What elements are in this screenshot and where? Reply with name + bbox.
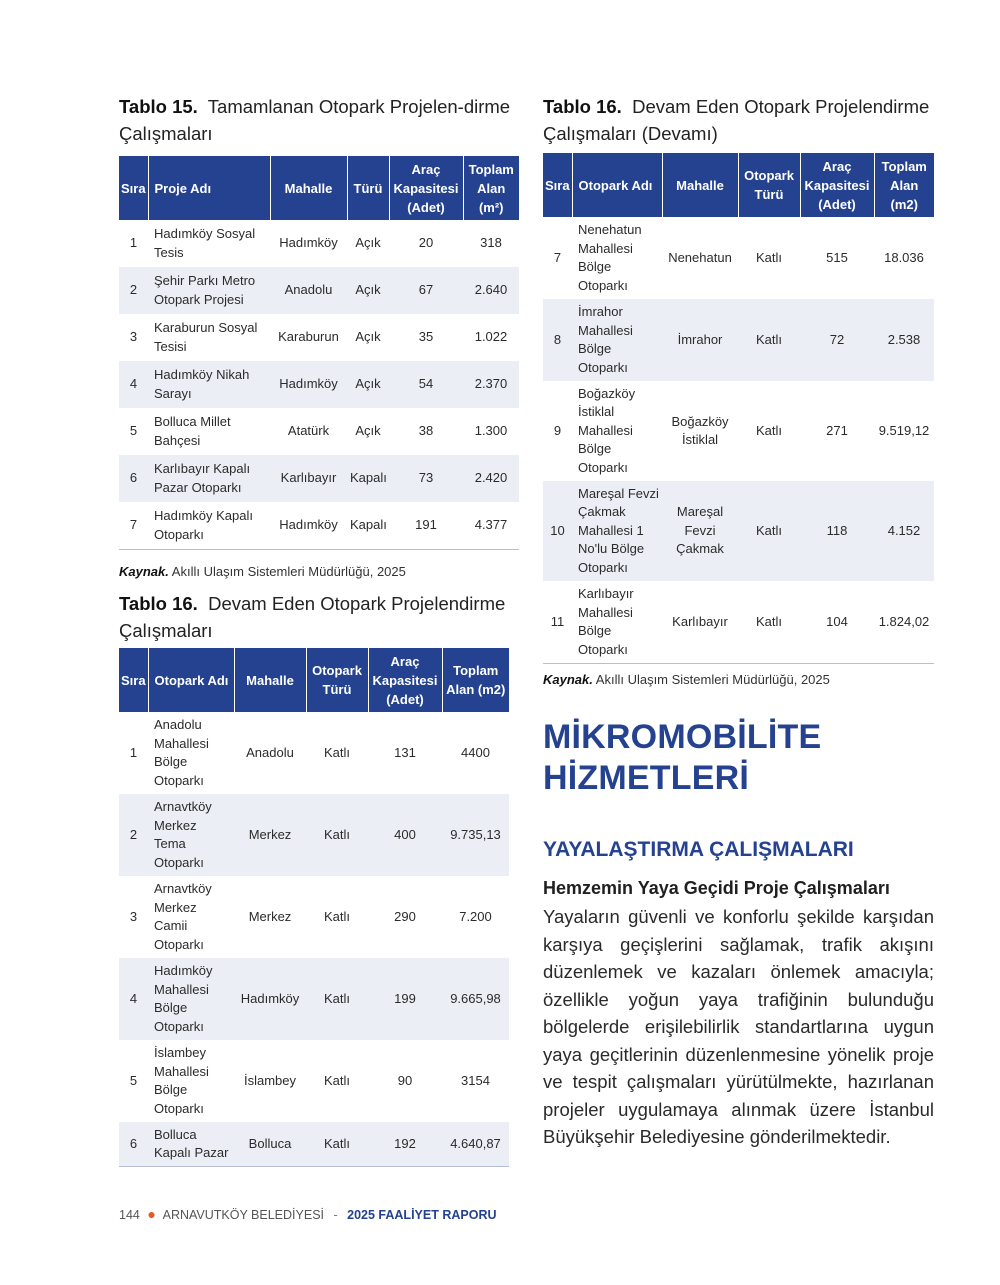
table-row (543, 481, 934, 581)
table-cell: Bolluca (234, 1122, 306, 1167)
table16cont-wrapper (543, 153, 934, 687)
column-header: Türü (347, 156, 389, 220)
table-cell: Katlı (738, 299, 800, 381)
table-cell: 1 (129, 235, 138, 251)
table-cell: 67 (389, 267, 463, 314)
table-row (119, 314, 519, 361)
table-row (119, 408, 519, 455)
table-cell: 6 (119, 455, 148, 502)
table-cell: Karlıbayır (270, 455, 347, 502)
table-cell: Katlı (306, 958, 368, 1040)
table-row (543, 381, 934, 481)
table-cell: Hadımköy (270, 502, 347, 550)
table-row (543, 581, 934, 664)
table-cell: 104 (800, 581, 874, 664)
table-cell: Bolluca Kapalı Pazar (148, 1122, 234, 1167)
table16-wrapper (119, 648, 509, 1167)
footer-org: ARNAVUTKÖY BELEDİYESİ (162, 1208, 325, 1222)
table-cell: Açık (355, 329, 381, 345)
table-cell: 73 (389, 455, 463, 502)
table-cell: 10 (543, 481, 572, 581)
table-cell: 5 (129, 423, 138, 439)
column-header: Sıra (119, 156, 148, 220)
table-cell: 7 (553, 249, 562, 265)
table-cell: Hadımköy Mahallesi Bölge Otoparkı (148, 958, 234, 1040)
table-cell: 11 (543, 581, 572, 664)
section-subsubtitle: Hemzemin Yaya Geçidi Proje Çalışmaları (543, 878, 890, 898)
table-cell: 20 (418, 235, 434, 251)
table-cell: 4 (119, 361, 148, 408)
table-cell: Katlı (323, 1072, 350, 1088)
table-cell: Katlı (738, 581, 800, 664)
table-cell: Boğazköy İstiklal Mahallesi Bölge Otoparkı (578, 385, 636, 475)
table-cell: Katlı (306, 1122, 368, 1167)
table-cell: 8 (543, 299, 572, 381)
table15 (119, 156, 519, 550)
table-cell: 1 (129, 744, 138, 760)
table-cell: 400 (368, 794, 442, 876)
table-cell: Kapalı (347, 455, 389, 502)
page-footer (119, 1206, 497, 1222)
column-header: Otopark Türü (306, 648, 368, 712)
table-cell: Nenehatun Mahallesi Bölge Otoparkı (578, 222, 642, 293)
table-cell: İmrahor Mahallesi Bölge Otoparkı (572, 299, 662, 381)
table-cell: Arnavtköy Merkez Camii Otoparkı (154, 881, 212, 952)
table-cell: 4.377 (463, 502, 519, 550)
footer-separator: - (333, 1208, 338, 1222)
table-cell: Boğazköy İstiklal (671, 413, 729, 447)
table-cell: 7.200 (459, 908, 492, 924)
section-title: MİKROMOBİLİTE HİZMETLERİ (543, 718, 822, 797)
table-cell: Açık (347, 267, 389, 314)
column-header: Toplam Alan (m2) (874, 153, 934, 217)
table-cell: Katlı (306, 794, 368, 876)
table-row (119, 1040, 509, 1122)
table-cell: 3 (129, 908, 138, 924)
table-cell: Hadımköy (270, 361, 347, 408)
table-cell: 2 (119, 267, 148, 314)
bullet-icon: ● (147, 1206, 156, 1222)
table-row (119, 794, 509, 876)
table-cell: 515 (826, 249, 848, 265)
column-header: Toplam Alan (m²) (463, 156, 519, 220)
table-cell: Anadolu (246, 744, 294, 760)
table-cell: 2 (119, 794, 148, 876)
table-cell: Katlı (738, 481, 800, 581)
table-row (119, 361, 519, 408)
table16cont-block (543, 93, 934, 147)
table-cell: 18.036 (884, 249, 924, 265)
table16cont (543, 153, 934, 664)
column-header: Mahalle (234, 648, 306, 712)
table-cell: 3154 (461, 1072, 490, 1088)
footer-report: 2025 FAALİYET RAPORU (347, 1208, 497, 1222)
table-cell: Bolluca Millet Bahçesi (154, 414, 231, 448)
table-cell: Karaburun (278, 329, 339, 345)
table-cell: Karlıbayır Kapalı Pazar Otoparkı (148, 455, 270, 502)
table-cell: 2.370 (463, 361, 519, 408)
column-header: Otopark Adı (148, 648, 234, 712)
table-cell: Şehir Parkı Metro Otopark Projesi (148, 267, 270, 314)
table-cell: 7 (119, 502, 148, 550)
table-cell: 1.300 (474, 423, 508, 439)
column-header: Mahalle (270, 156, 347, 220)
table-row (543, 299, 934, 381)
table-cell: 271 (826, 422, 848, 438)
column-header: Sıra (119, 648, 148, 712)
table-row (119, 1122, 509, 1167)
table-cell: Atatürk (287, 423, 330, 439)
section-block (543, 717, 934, 1151)
table-cell: Mareşal Fevzi Çakmak Mahallesi 1 No'lu Bölge Otoparkı (572, 481, 662, 581)
column-header: Mahalle (662, 153, 738, 217)
column-header: Otopark Türü (738, 153, 800, 217)
table-cell: 290 (394, 908, 416, 924)
table-cell: 4 (119, 958, 148, 1040)
table-cell: Katlı (755, 249, 782, 265)
table-row (119, 220, 519, 267)
table15-wrapper (119, 156, 519, 579)
table15-source: Kaynak. Akıllı Ulaşım Sistemleri Müdürlüğü, 2025 (119, 564, 406, 579)
table-row (119, 958, 509, 1040)
table-cell: Anadolu (270, 267, 347, 314)
table-cell: Açık (355, 235, 381, 251)
table-cell: 9.519,12 (878, 422, 930, 438)
table-cell: Karlıbayır (662, 581, 738, 664)
table-cell: 199 (368, 958, 442, 1040)
table-cell: 4400 (461, 744, 490, 760)
table-cell: İslambey (243, 1072, 297, 1088)
column-header: Araç Kapasitesi (Adet) (368, 648, 442, 712)
table16cont-title: Tablo 16. Devam Eden Otopark Projelendirme Çalışmaları (Devamı) (543, 96, 930, 144)
table-cell: İmrahor (662, 299, 738, 381)
table16 (119, 648, 509, 1167)
table-cell: Nenehatun (668, 249, 732, 265)
table-cell: Karaburun Sosyal Tesisi (154, 320, 258, 354)
table-cell: Anadolu Mahallesi Bölge Otoparkı (154, 717, 209, 788)
table-cell: 9 (553, 422, 562, 438)
table-cell: Açık (355, 423, 381, 439)
table-cell: 4.152 (874, 481, 934, 581)
table-cell: Katlı (323, 908, 350, 924)
table-cell: 6 (119, 1122, 148, 1167)
table16-title: Tablo 16. Devam Eden Otopark Projelendirme Çalışmaları (119, 593, 506, 641)
section-subtitle: YAYALAŞTIRMA ÇALIŞMALARI (543, 838, 854, 861)
table-cell: Hadımköy (234, 958, 306, 1040)
table-cell: 118 (800, 481, 874, 581)
page-number: 144 (119, 1208, 140, 1222)
table-cell: 3 (129, 329, 138, 345)
table15-block (119, 93, 519, 147)
table-cell: 38 (418, 423, 434, 439)
table-cell: Katlı (323, 744, 350, 760)
table-cell: 2.420 (463, 455, 519, 502)
table-cell: Mareşal Fevzi Çakmak (662, 481, 738, 581)
table-cell: 54 (389, 361, 463, 408)
table-cell: 191 (389, 502, 463, 550)
section-paragraph: Yayaların güvenli ve konforlu şekilde karşıdan karşıya geçişlerini sağlamak, trafik akışını düzenlemek ve kazaları önlemek amacıyla; özellikle yoğun yaya trafiğinin bulunduğu bölgelerde erişilebilirlik standartlarına uygun yaya geçitlerinin düzenlenmesine yönelik proje ve tespit çalışmaları yürütülmekte, hazırlanan projeler uygulamaya alınmak üzere İstanbul Büyükşehir Belediyesine gönderilmektedir. (543, 906, 934, 1147)
table-cell: Kapalı (347, 502, 389, 550)
column-header: Otopark Adı (572, 153, 662, 217)
table-cell: İslambey Mahallesi Bölge Otoparkı (154, 1045, 209, 1116)
table-row (119, 455, 519, 502)
table-cell: Karlıbayır Mahallesi Bölge Otoparkı (572, 581, 662, 664)
table-row (119, 712, 509, 794)
table-cell: 131 (394, 744, 416, 760)
table-cell: Hadımköy (279, 235, 338, 251)
table-cell: 90 (397, 1072, 413, 1088)
table16-block (119, 590, 509, 644)
table-row (119, 876, 509, 958)
table16-header-row (119, 648, 509, 712)
table15-title: Tablo 15. Tamamlanan Otopark Projelen-dirme Çalışmaları (119, 96, 511, 144)
table-cell: 1.022 (474, 329, 508, 345)
table-row (119, 502, 519, 550)
column-header: Sıra (543, 153, 572, 217)
table-cell: Hadımköy Sosyal Tesis (154, 226, 256, 260)
table-cell: 192 (368, 1122, 442, 1167)
table-cell: 35 (418, 329, 434, 345)
table-cell: Katlı (755, 422, 782, 438)
table-cell: 2.538 (874, 299, 934, 381)
table-cell: Merkez (248, 908, 292, 924)
table-cell: Açık (347, 361, 389, 408)
column-header: Toplam Alan (m2) (442, 648, 509, 712)
table15-header-row (119, 156, 519, 220)
table-row (543, 217, 934, 299)
table-cell: 2.640 (463, 267, 519, 314)
table-cell: Arnavtköy Merkez Tema Otoparkı (148, 794, 234, 876)
table-row (119, 267, 519, 314)
column-header: Araç Kapasitesi (Adet) (800, 153, 874, 217)
table-cell: 5 (129, 1072, 138, 1088)
table-cell: 1.824,02 (874, 581, 934, 664)
table-cell: 4.640,87 (442, 1122, 509, 1167)
column-header: Araç Kapasitesi (Adet) (389, 156, 463, 220)
table-cell: 9.735,13 (442, 794, 509, 876)
table16cont-header-row (543, 153, 934, 217)
column-header: Proje Adı (148, 156, 270, 220)
table-cell: 9.665,98 (442, 958, 509, 1040)
table-cell: Hadımköy Nikah Sarayı (148, 361, 270, 408)
table-cell: Merkez (234, 794, 306, 876)
table-cell: 318 (480, 235, 502, 251)
table-cell: Hadımköy Kapalı Otoparkı (148, 502, 270, 550)
table-cell: 72 (800, 299, 874, 381)
table16cont-source: Kaynak. Akıllı Ulaşım Sistemleri Müdürlüğü, 2025 (543, 672, 830, 687)
